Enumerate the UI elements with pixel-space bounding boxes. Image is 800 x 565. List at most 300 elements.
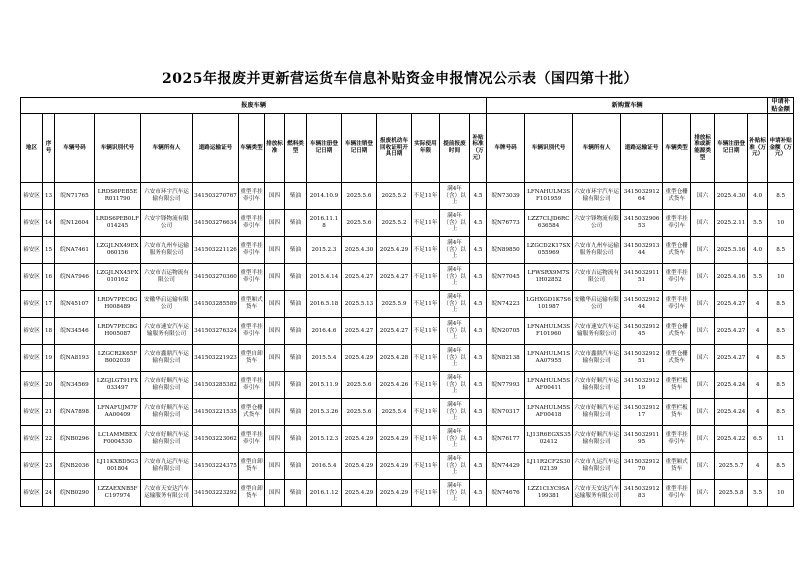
table-cell: LC1AMMBEXF0004530 (95, 426, 141, 453)
table-cell: 2025.4.29 (342, 426, 377, 453)
table-cell: 341503291217 (621, 399, 663, 426)
table-cell: 2025.4.29 (342, 345, 377, 372)
table-cell: 4.5 (470, 399, 487, 426)
table-cell: 满4年（含）以上 (440, 264, 470, 291)
table-cell: 裕安区 (21, 372, 43, 399)
table-cell: 4.5 (470, 318, 487, 345)
table-row (21, 264, 794, 291)
table-cell: 2025.5.13 (342, 291, 377, 318)
table-cell: 六安市鑫鼎汽车运输有限公司 (141, 345, 193, 372)
table-cell: 8.5 (768, 237, 794, 264)
column-header: 车牌号码 (487, 114, 525, 183)
table-cell: 六安市吉运物流有限公司 (141, 264, 193, 291)
table-cell: 2025.4.30 (715, 183, 748, 210)
table-cell: 13 (43, 183, 55, 210)
table-cell: 不足11年 (412, 183, 440, 210)
table-cell: 皖NB2036 (55, 453, 95, 480)
table-cell: 六安市天安达汽车运输服务有限公司 (573, 480, 621, 507)
table-cell: 2025.4.27 (715, 345, 748, 372)
table-cell: 满4年（含）以上 (440, 453, 470, 480)
table-cell: 2015.12.3 (307, 426, 342, 453)
table-cell: LZGCD2K17SX055969 (525, 237, 573, 264)
table-cell: 皖N73039 (487, 183, 525, 210)
table-cell: LJ11KXBD5G3001804 (95, 453, 141, 480)
column-header: 车辆所有人 (573, 114, 621, 183)
table-cell: 2025.4.29 (377, 426, 412, 453)
column-header: 申请补贴金额（万元） (768, 114, 794, 183)
table-cell: 柴油 (285, 480, 307, 507)
table-cell: 六安市吉运物流有限公司 (573, 264, 621, 291)
table-cell: 不足11年 (412, 264, 440, 291)
table-cell: 六安市好顺汽车运输有限公司 (141, 372, 193, 399)
table-cell: 裕安区 (21, 210, 43, 237)
table-cell: 2025.5.6 (342, 210, 377, 237)
table-cell: 裕安区 (21, 291, 43, 318)
table-cell: 341503223062 (193, 426, 239, 453)
table-cell: 4 (748, 372, 768, 399)
column-header: 提前报废时间 (440, 114, 470, 183)
table-cell: 六安市好顺汽车运输有限公司 (141, 426, 193, 453)
table-cell: 满4年（含）以上 (440, 480, 470, 507)
table-cell: 341503291270 (621, 453, 663, 480)
table-cell: 皖N74676 (487, 480, 525, 507)
table-cell: 4 (748, 453, 768, 480)
table-cell: 裕安区 (21, 264, 43, 291)
table-cell: 六安宇锋物流有限公司 (141, 210, 193, 237)
table-cell: 4.0 (748, 237, 768, 264)
table-cell: 国四 (265, 264, 285, 291)
table-cell: 皖N20705 (487, 318, 525, 345)
table-cell: 8.5 (768, 291, 794, 318)
table-cell: 柴油 (285, 318, 307, 345)
table-cell: 不足11年 (412, 345, 440, 372)
table-cell: 4.5 (470, 345, 487, 372)
table-cell: 8.5 (768, 453, 794, 480)
table-cell: 2025.4.27 (715, 291, 748, 318)
table-cell: 341503285382 (193, 372, 239, 399)
table-cell: 皖NA7898 (55, 399, 95, 426)
table-cell: 11 (768, 426, 794, 453)
table-cell: 2015.3.26 (307, 399, 342, 426)
table-cell: LFNAHULM3SF101959 (525, 183, 573, 210)
table-cell: 国四 (265, 399, 285, 426)
table-cell: 重型半挂牵引车 (239, 210, 265, 237)
table-cell: 裕安区 (21, 237, 43, 264)
table-cell: 国四 (265, 237, 285, 264)
table-cell: 满4年（含）以上 (440, 372, 470, 399)
table-cell: 10 (768, 210, 794, 237)
table-cell: 重型半挂牵引车 (239, 183, 265, 210)
table-cell: 六安市速安汽车运输服务有限公司 (141, 318, 193, 345)
table-cell: 4.0 (748, 183, 768, 210)
table-cell: 8.5 (768, 399, 794, 426)
table-cell: 皖N45107 (55, 291, 95, 318)
table-cell: 10 (768, 264, 794, 291)
table-cell: 皖N77993 (487, 372, 525, 399)
table-cell: 18 (43, 318, 55, 345)
table-cell: 2025.4.24 (715, 399, 748, 426)
table-cell: 裕安区 (21, 399, 43, 426)
table-cell: LFNAHULM3SF101960 (525, 318, 573, 345)
section-scrapped: 报废车辆 (21, 98, 487, 114)
table-cell: 21 (43, 399, 55, 426)
table-cell: 重型栏板货车 (663, 372, 691, 399)
table-cell: 2025.5.2 (377, 183, 412, 210)
table-cell: 8.5 (768, 183, 794, 210)
table-cell: LRDV7PEC8GH005087 (95, 318, 141, 345)
table-cell: 裕安区 (21, 345, 43, 372)
table-cell: 不足11年 (412, 426, 440, 453)
table-cell: 2025.4.28 (377, 345, 412, 372)
column-header: 排放标准 (265, 114, 285, 183)
table-cell: 4 (748, 399, 768, 426)
table-cell: 14 (43, 210, 55, 237)
table-cell: 皖NB0290 (55, 480, 95, 507)
table-cell: LJ11R2CF2S3002139 (525, 453, 573, 480)
column-header-row (21, 114, 794, 183)
table-cell: 10 (768, 480, 794, 507)
table-cell: 341503291195 (621, 426, 663, 453)
table-cell: 2025.4.29 (377, 453, 412, 480)
column-header: 排放标准或新能源类型 (691, 114, 715, 183)
table-cell: 不足11年 (412, 237, 440, 264)
table-cell: 国四 (265, 480, 285, 507)
table-cell: 国六 (691, 426, 715, 453)
table-cell: 柴油 (285, 399, 307, 426)
table-cell: 国四 (265, 372, 285, 399)
table-cell: 341503270767 (193, 183, 239, 210)
table-cell: 国六 (691, 318, 715, 345)
table-cell: 柴油 (285, 372, 307, 399)
table-cell: 重型厢式货车 (239, 291, 265, 318)
table-cell: 不足11年 (412, 210, 440, 237)
table-cell: 六安市环宇汽车运输有限公司 (141, 183, 193, 210)
table-cell: 8.5 (768, 345, 794, 372)
table-cell: 341503291219 (621, 372, 663, 399)
table-cell: 2025.4.27 (342, 318, 377, 345)
table-cell: 裕安区 (21, 453, 43, 480)
subsidy-table (20, 97, 794, 507)
table-cell: 重型半挂牵引车 (239, 372, 265, 399)
table-cell: 4.5 (470, 264, 487, 291)
table-cell: 4.5 (470, 372, 487, 399)
table-cell: 2016.11.18 (307, 210, 342, 237)
table-cell: 23 (43, 453, 55, 480)
table-cell: 重型半挂牵引车 (663, 210, 691, 237)
table-cell: 皖N77045 (487, 264, 525, 291)
table-row (21, 318, 794, 345)
table-cell: 国六 (691, 183, 715, 210)
table-cell: LRDV7PEC8GH008489 (95, 291, 141, 318)
table-cell: LZGJLNX45FX010162 (95, 264, 141, 291)
table-cell: 国四 (265, 210, 285, 237)
table-cell: 20 (43, 372, 55, 399)
table-cell: 2025.5.8 (715, 480, 748, 507)
table-cell: 2025.5.4 (377, 399, 412, 426)
table-cell: 不足11年 (412, 480, 440, 507)
table-cell: 六安市鑫鼎汽车运输有限公司 (573, 345, 621, 372)
table-cell: LFNAHULM1SAA07955 (525, 345, 573, 372)
table-cell: 4.5 (470, 453, 487, 480)
column-header: 车辆类型 (663, 114, 691, 183)
table-cell: 341503223292 (193, 480, 239, 507)
table-cell: 2015.5.4 (307, 345, 342, 372)
table-cell: 皖NA8193 (55, 345, 95, 372)
table-cell: 2016.5.4 (307, 453, 342, 480)
table-cell: 8.5 (768, 318, 794, 345)
table-cell: 2025.5.6 (342, 183, 377, 210)
table-cell: 皖N89850 (487, 237, 525, 264)
table-cell: 国四 (265, 183, 285, 210)
column-header: 车辆识别代号 (525, 114, 573, 183)
table-cell: LFNAHULM5SAF00418 (525, 399, 573, 426)
table-cell: 重型半挂牵引车 (239, 426, 265, 453)
table-cell: 不足11年 (412, 372, 440, 399)
table-cell: 2025.4.29 (377, 237, 412, 264)
column-header: 道路运输证号 (621, 114, 663, 183)
table-cell: 满4年（含）以上 (440, 318, 470, 345)
table-cell: 重型半挂牵引车 (663, 480, 691, 507)
table-cell: 341503291283 (621, 480, 663, 507)
section-apply: 申请补贴金额 (768, 98, 794, 114)
table-cell: 重型半挂牵引车 (663, 291, 691, 318)
table-cell: 341503224375 (193, 453, 239, 480)
table-cell: 六安市九运汽车运输有限公司 (141, 453, 193, 480)
table-cell: 国六 (691, 264, 715, 291)
table-cell: 2025.4.29 (342, 453, 377, 480)
table-cell: LFNAFUJM7FAA00409 (95, 399, 141, 426)
table-cell: 2025.4.29 (342, 480, 377, 507)
table-cell: 4.5 (470, 237, 487, 264)
table-cell: 19 (43, 345, 55, 372)
table-cell: 2025.4.27 (377, 264, 412, 291)
table-cell: 8.5 (768, 372, 794, 399)
column-header: 车辆注册登记日期 (307, 114, 342, 183)
column-header: 道路运输证号 (193, 114, 239, 183)
table-cell: 不足11年 (412, 291, 440, 318)
table-cell: 重型半挂牵引车 (663, 426, 691, 453)
table-cell: 皖N12604 (55, 210, 95, 237)
table-cell: 341503291151 (621, 264, 663, 291)
table-cell: 15 (43, 237, 55, 264)
table-cell: 不足11年 (412, 318, 440, 345)
column-header: 车辆注册登记日期 (715, 114, 748, 183)
table-cell: 皖NA7946 (55, 264, 95, 291)
table-row (21, 183, 794, 210)
table-cell: LZGJLNX49EX060156 (95, 237, 141, 264)
table-cell: 2014.10.9 (307, 183, 342, 210)
table-cell: 皖NB0296 (55, 426, 95, 453)
table-cell: 满4年（含）以上 (440, 399, 470, 426)
table-cell: LZZ1CLYC9SA199381 (525, 480, 573, 507)
table-cell: 国六 (691, 291, 715, 318)
table-cell: 重型自卸货车 (239, 453, 265, 480)
table-cell: 2025.5.2 (377, 210, 412, 237)
table-cell: 重型半挂牵引车 (239, 264, 265, 291)
table-cell: LZGJLGT91FX033497 (95, 372, 141, 399)
table-cell: 16 (43, 264, 55, 291)
table-body (21, 183, 794, 507)
table-cell: 皖N71765 (55, 183, 95, 210)
page-title: 2025年报废并更新营运货车信息补贴资金申报情况公示表（国四第十批） (162, 71, 638, 87)
table-cell: LZZ7CLJD6RC636584 (525, 210, 573, 237)
table-cell: 重型自卸货车 (239, 480, 265, 507)
table-row (21, 345, 794, 372)
table-cell: LJ13R6EGXS3502412 (525, 426, 573, 453)
table-cell: 6.5 (748, 426, 768, 453)
table-cell: 皖N76773 (487, 210, 525, 237)
table-cell: 国四 (265, 291, 285, 318)
table-cell: 满4年（含）以上 (440, 291, 470, 318)
table-cell: 重型仓栅式货车 (239, 399, 265, 426)
table-cell: 2025.5.7 (715, 453, 748, 480)
table-cell: LGHXGD1K7S6101987 (525, 291, 573, 318)
table-cell: 皖N82138 (487, 345, 525, 372)
table-cell: 皖N70317 (487, 399, 525, 426)
table-cell: 2025.4.30 (342, 237, 377, 264)
table-cell: 4.5 (470, 426, 487, 453)
table-cell: 安徽华启运输有限公司 (573, 291, 621, 318)
table-cell: 皖N74223 (487, 291, 525, 318)
table-cell: 柴油 (285, 345, 307, 372)
table-cell: 满4年（含）以上 (440, 426, 470, 453)
table-cell: 皖NA7461 (55, 237, 95, 264)
table-cell: 22 (43, 426, 55, 453)
table-cell: LRDS6PEB0LF014245 (95, 210, 141, 237)
table-row (21, 291, 794, 318)
table-cell: 2016.1.12 (307, 480, 342, 507)
table-cell: 国六 (691, 480, 715, 507)
table-cell: 重型半挂牵引车 (239, 318, 265, 345)
table-cell: 341503285589 (193, 291, 239, 318)
table-cell: 国四 (265, 318, 285, 345)
column-header: 车辆类型 (239, 114, 265, 183)
column-header: 车辆号码 (55, 114, 95, 183)
table-cell: 2015.2.3 (307, 237, 342, 264)
table-cell: 六安市天安达汽车运输服务有限公司 (141, 480, 193, 507)
table-row (21, 480, 794, 507)
table-cell: 裕安区 (21, 480, 43, 507)
table-cell: LRDS6PEB5ER011790 (95, 183, 141, 210)
table-cell: 2015.11.9 (307, 372, 342, 399)
table-cell: 六安市速安汽车运输服务有限公司 (573, 318, 621, 345)
table-cell: 5.5 (748, 480, 768, 507)
section-new: 新购置车辆 (487, 98, 768, 114)
table-row (21, 399, 794, 426)
table-cell: 341503270360 (193, 264, 239, 291)
table-cell: 重型半挂牵引车 (239, 237, 265, 264)
column-header: 车辆所有人 (141, 114, 193, 183)
table-cell: 满4年（含）以上 (440, 183, 470, 210)
table-cell: 国四 (265, 426, 285, 453)
table-cell: 满4年（含）以上 (440, 237, 470, 264)
table-row (21, 453, 794, 480)
table-cell: 六安市九州车运输服务有限公司 (141, 237, 193, 264)
table-row (21, 210, 794, 237)
table-cell: 2025.4.27 (715, 318, 748, 345)
column-header: 地区 (21, 114, 43, 183)
table-cell: 皖N34546 (55, 318, 95, 345)
table-cell: 重型仓栅式货车 (663, 318, 691, 345)
table-cell: 341503291264 (621, 183, 663, 210)
table-cell: 重型厢式货车 (663, 453, 691, 480)
table-cell: 2016.5.18 (307, 291, 342, 318)
table-cell: 裕安区 (21, 183, 43, 210)
column-header: 实际使用年限 (412, 114, 440, 183)
table-cell: 六安市九州车运输服务有限公司 (573, 237, 621, 264)
table-cell: 341503221126 (193, 237, 239, 264)
table-cell: 重型半挂牵引车 (663, 264, 691, 291)
table-cell: 2025.4.24 (715, 372, 748, 399)
table-cell: LZZAEXNB5FC197974 (95, 480, 141, 507)
table-cell: 柴油 (285, 264, 307, 291)
column-header: 车辆注销登记日期 (342, 114, 377, 183)
table-cell: 不足11年 (412, 399, 440, 426)
table-cell: 国四 (265, 345, 285, 372)
table-cell: 六安市九运汽车运输有限公司 (573, 453, 621, 480)
table-cell: 2025.4.27 (342, 264, 377, 291)
table-cell: 不足11年 (412, 453, 440, 480)
table-cell: 柴油 (285, 237, 307, 264)
column-header: 序号 (43, 114, 55, 183)
table-cell: 2025.2.11 (715, 210, 748, 237)
table-cell: 柴油 (285, 453, 307, 480)
table-cell: 341503291344 (621, 237, 663, 264)
table-cell: 重型仓栅式货车 (663, 345, 691, 372)
table-cell: 2025.4.26 (377, 372, 412, 399)
table-cell: LFNAHULM5SAF00411 (525, 372, 573, 399)
table-cell: 皖N34569 (55, 372, 95, 399)
table-cell: 国六 (691, 345, 715, 372)
table-cell: 5.5 (748, 210, 768, 237)
column-header: 补贴标准（万元） (748, 114, 768, 183)
table-cell: 17 (43, 291, 55, 318)
table-cell: 2025.4.27 (377, 318, 412, 345)
table-cell: 柴油 (285, 210, 307, 237)
table-cell: 皖N74429 (487, 453, 525, 480)
table-cell: 341503291245 (621, 318, 663, 345)
table-cell: 国六 (691, 399, 715, 426)
table-cell: 国六 (691, 453, 715, 480)
table-cell: 341503276634 (193, 210, 239, 237)
table-cell: 重型仓栅式货车 (663, 183, 691, 210)
table-cell: LZGCR2K65FB002039 (95, 345, 141, 372)
table-cell: 安徽华启运输有限公司 (141, 291, 193, 318)
table-cell: 国六 (691, 210, 715, 237)
table-cell: 六安市好顺汽车运输有限公司 (141, 399, 193, 426)
table-cell: 2025.4.16 (715, 264, 748, 291)
table-cell: 4.5 (470, 210, 487, 237)
table-cell: 六安市好顺汽车运输有限公司 (573, 399, 621, 426)
table-cell: 裕安区 (21, 318, 43, 345)
table-cell: 裕安区 (21, 426, 43, 453)
table-cell: 2015.4.14 (307, 264, 342, 291)
table-cell: 2025.5.6 (342, 399, 377, 426)
table-cell: 2025.5.9 (377, 291, 412, 318)
table-cell: LFWSRX9M7S1H02852 (525, 264, 573, 291)
table-row (21, 426, 794, 453)
table-cell: 国六 (691, 237, 715, 264)
table-cell: 重型栏板货车 (663, 399, 691, 426)
table-cell: 4.5 (470, 183, 487, 210)
table-cell: 341503291251 (621, 345, 663, 372)
table-row (21, 237, 794, 264)
table-row (21, 372, 794, 399)
table-cell: 4.5 (470, 291, 487, 318)
table-cell: 柴油 (285, 183, 307, 210)
table-cell: 重型仓栅式货车 (663, 237, 691, 264)
table-cell: 满4年（含）以上 (440, 345, 470, 372)
